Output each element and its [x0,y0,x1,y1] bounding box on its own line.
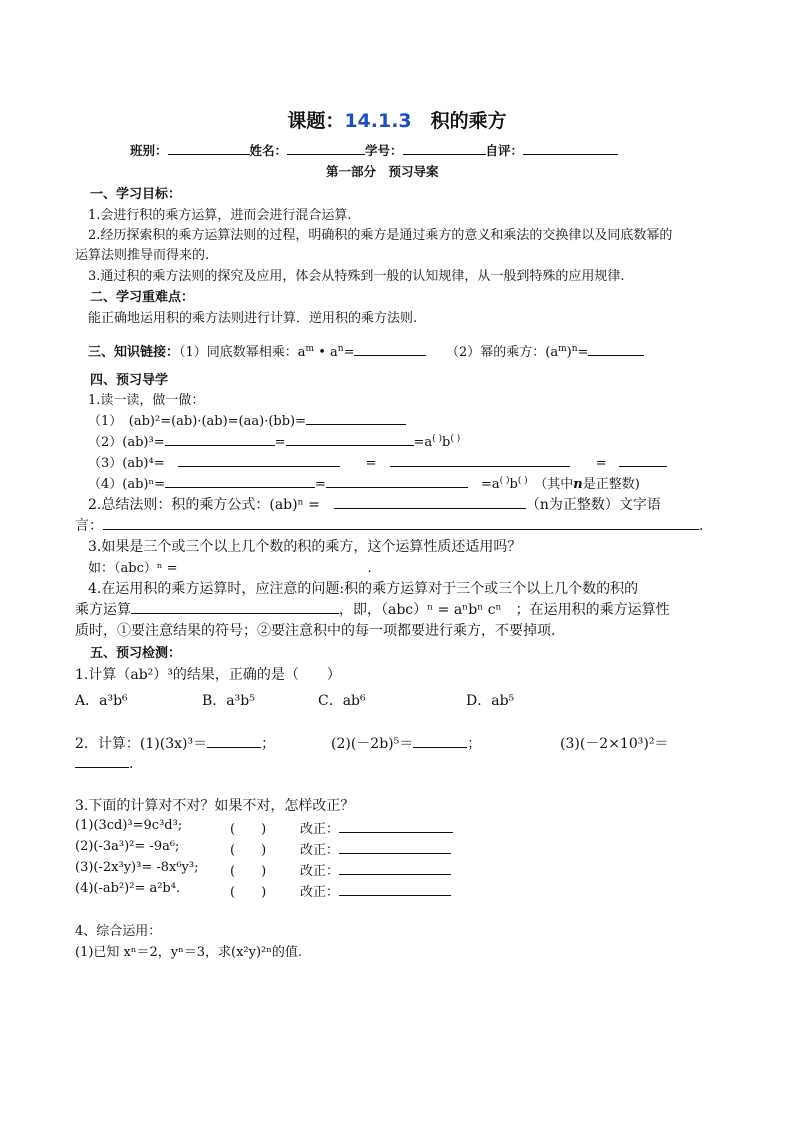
rule-words: 言： . [75,518,704,534]
check-q2-part3: (3)(－2×10³)²＝ [560,736,669,752]
exercise-line-3: （3）(ab)⁴= = = [88,452,667,471]
check-q3-fix-2: 改正： [300,839,451,858]
check-q3-fix-4: 改正： [300,881,451,900]
check-q3-item-1: (1)(3cd)³=9c³d³; [75,818,183,833]
question-3-example: 如：（abc）ⁿ = . [88,561,372,576]
check-q3-fix-1: 改正： [300,818,453,837]
link-blank-1[interactable] [354,342,426,356]
sec1-heading: 一、学习目标： [90,187,182,202]
goal-2: 2.经历探索积的乘方运算法则的过程，明确积的乘方是通过乘方的意义和乘法的交换律以及同底数幂的 [88,228,673,243]
formula-blank[interactable] [334,495,526,509]
blank[interactable] [207,734,261,748]
sec4-heading: 四、预习导学 [90,373,169,388]
exercise-line-2: （2）(ab)³= = =a( )b( ) [88,434,461,450]
check-q3-fix-3: 改正： [300,860,451,879]
check-q3-item-2: (2)(-3a³)²= -9a⁶; [75,839,180,854]
check-q1: 1.计算（ab²）³的结果，正确的是（ ） [75,667,341,683]
part1-heading: 第一部分 预习导案 [326,164,439,179]
class-blank[interactable] [168,141,250,155]
exercise-line-1: （1） (ab)²=(ab)·(ab)=(aa)·(bb)= [88,410,406,429]
rule-summary: 2.总结法则：积的乘方公式：(ab)ⁿ = （n为正整数）文字语 [88,497,661,513]
sec6-q1: (1)已知 xⁿ＝2，yⁿ＝3，求(x²y)²ⁿ的值. [75,945,303,960]
words-blank[interactable] [103,516,699,530]
score-blank[interactable] [523,141,618,155]
name-blank[interactable] [287,141,365,155]
question-4-line-1: 4.在运用积的乘方运算时，应注意的问题:积的乘方运算对于三个或三个以上几个数的积的 [88,581,639,597]
check-q3: 3.下面的计算对不对？如果不对，怎样改正？ [75,798,355,814]
name-label: 姓名： [249,143,288,158]
check-q3-paren-2[interactable]: ( ) [230,843,267,858]
exercise-line-4: （4）(ab)ⁿ= = =a( )b( ) （其中n是正整数) [88,476,640,492]
blank[interactable] [165,432,275,446]
check-q2-part1: 2．计算：(1)(3x)³＝ ； [75,736,276,752]
check-q2-part3-blank: . [75,754,133,772]
check-q2-part2: (2)(－2b)⁵＝ ； [331,736,482,752]
blank[interactable] [413,734,467,748]
check-q3-paren-4[interactable]: ( ) [230,885,267,900]
blank[interactable] [619,453,667,467]
goal-1: 1.会进行积的乘方运算，进而会进行混合运算. [88,208,352,223]
blank[interactable] [326,474,468,488]
blank[interactable] [165,474,315,488]
blank[interactable] [75,754,129,768]
sec2-heading: 二、学习重难点： [90,290,195,305]
question-3: 3.如果是三个或三个以上几个数的积的乘方，这个运算性质还适用吗？ [88,539,522,555]
id-blank[interactable] [403,141,486,155]
page-title: 课题：14.1.3 积的乘方 [287,110,507,132]
blank[interactable] [390,453,570,467]
link-blank-2[interactable] [588,342,644,356]
blank[interactable] [131,600,339,614]
check-q3-item-3: (3)(-2x³y)³= -8x⁶y³; [75,860,199,875]
blank[interactable] [339,882,451,896]
goal-3: 3.通过积的乘方法则的探究及应用，体会从特殊到一般的认知规律，从一般到特殊的应用规律. [88,269,625,284]
id-label: 学号： [365,143,403,158]
student-info-row [130,141,618,159]
check-q3-paren-3[interactable]: ( ) [230,864,267,879]
blank[interactable] [339,819,453,833]
sec2-text: 能正确地运用积的乘方法则进行计算．逆用积的乘方法则. [88,311,418,326]
blank[interactable] [339,840,451,854]
check-q1-option-c[interactable]: C．ab⁶ [318,693,366,709]
check-q1-option-b[interactable]: B．a³b⁵ [202,693,255,709]
question-4-line-2: 乘方运算 ，即，（abc）ⁿ = aⁿbⁿ cⁿ ；在运用积的乘方运算性 [75,602,670,618]
sec6-heading: 4、综合运用： [75,924,162,939]
check-q3-paren-1[interactable]: ( ) [230,822,267,837]
question-4-line-3: 质时，①要注意结果的符号；②要注意积中的每一项都要进行乘方，不要掉项. [75,623,556,639]
blank[interactable] [306,411,406,425]
blank[interactable] [286,432,414,446]
read-do: 1.读一读，做一做： [88,393,205,408]
check-q1-option-d[interactable]: D．ab⁵ [466,693,515,709]
blank[interactable] [339,861,451,875]
check-q1-option-a[interactable]: A．a³b⁶ [75,693,128,709]
goal-2-cont: 运算法则推导而得来的. [75,248,210,263]
knowledge-link: 三、知识链接：（1）同底数幂相乘：$a^m$ • $a^n=$ （2）幂的乘方：$(a^m)^n=$ [88,341,644,360]
check-q3-item-4: (4)(-ab²)²= a²b⁴. [75,881,181,896]
score-label: 自评： [485,143,524,158]
sec5-heading: 五、预习检测： [90,646,182,661]
class-label: 班别： [130,143,168,158]
blank[interactable] [178,453,340,467]
